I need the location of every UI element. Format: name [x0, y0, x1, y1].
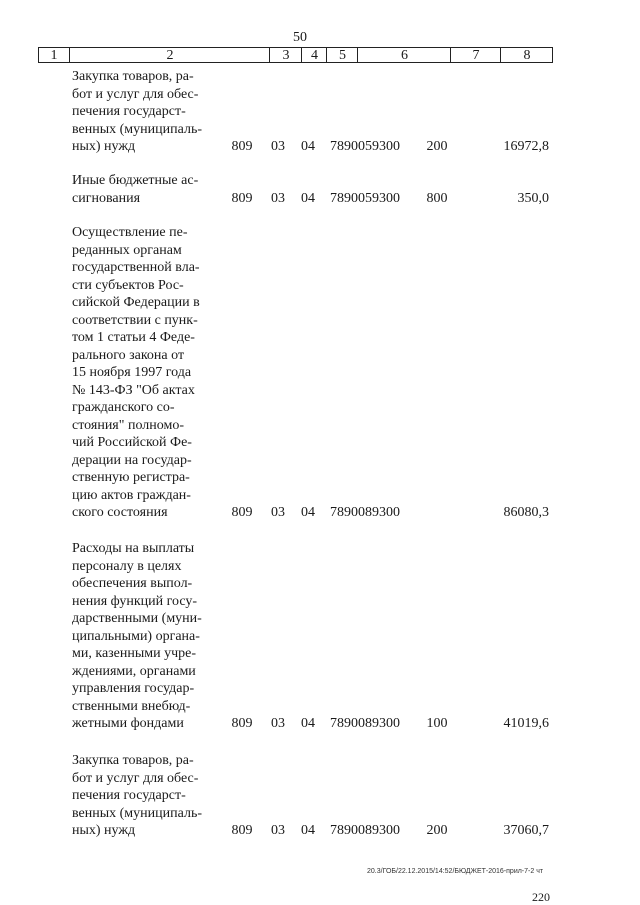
description-line: том 1 статьи 4 Феде-	[72, 330, 195, 345]
description-line: печения государст-	[72, 104, 186, 119]
description-line: бот и услуг для обес-	[72, 86, 199, 102]
description-line: рального закона от	[72, 347, 185, 363]
description-line: ных) нужд	[72, 139, 136, 154]
row-description	[72, 68, 227, 156]
header-col-2: 2	[69, 48, 270, 62]
cell-col-5: 04	[301, 190, 315, 206]
cell-col-3: 809	[231, 716, 253, 731]
header-col-4: 4	[301, 48, 327, 62]
description-line: персоналу в целях	[72, 558, 182, 574]
description-line: бот и услуг для обес-	[72, 770, 199, 786]
description-line: нения функций госу-	[72, 593, 198, 609]
description-line: Осуществление пе-	[72, 225, 188, 240]
cell-col-8: 41019,6	[503, 716, 549, 731]
description-line: обеспечения выпол-	[72, 576, 193, 591]
description-line: Закупка товаров, ра-	[72, 69, 194, 84]
cell-col-3: 809	[231, 190, 253, 206]
description-line: ского состояния	[72, 505, 168, 520]
description-line: чий Российской Фе-	[72, 435, 192, 450]
description-line: сийской Федерации в	[72, 295, 200, 310]
cell-col-6: 7890089300	[330, 823, 400, 838]
cell-col-6: 7890089300	[330, 716, 400, 731]
table-row	[0, 224, 640, 522]
table-row	[0, 540, 640, 733]
header-col-5: 5	[326, 48, 358, 62]
cell-col-5: 04	[301, 823, 315, 838]
description-line: сигнования	[72, 190, 141, 206]
table-header	[38, 47, 553, 63]
cell-col-5: 04	[301, 139, 315, 154]
cell-col-8: 350,0	[517, 190, 549, 206]
bottom-page-stamp: 220	[532, 890, 550, 904]
cell-col-5: 04	[301, 505, 315, 520]
cell-col-7: 100	[426, 716, 448, 731]
cell-col-8: 86080,3	[503, 505, 549, 520]
description-line: стояния" полномо-	[72, 417, 184, 433]
description-line: Иные бюджетные ас-	[72, 173, 199, 188]
cell-col-4: 03	[271, 823, 285, 838]
description-line: венных (муниципаль-	[72, 121, 202, 137]
description-line: гражданского со-	[72, 400, 175, 415]
cell-col-3: 809	[231, 823, 253, 838]
cell-col-5: 04	[301, 716, 315, 731]
header-col-3: 3	[269, 48, 302, 62]
description-line: сти субъектов Рос-	[72, 277, 184, 293]
table-row	[0, 172, 640, 207]
cell-col-7: 200	[426, 139, 448, 154]
row-description	[72, 540, 227, 733]
description-line: ственную регистра-	[72, 470, 190, 485]
footer-file-stamp: 20.3/ГОБ/22.12.2015/14:52/БЮДЖЕТ-2016-прил-7-2 чт	[367, 868, 544, 875]
description-line: государственной вла-	[72, 260, 200, 275]
cell-col-6: 7890089300	[330, 505, 400, 520]
description-line: венных (муниципаль-	[72, 805, 202, 821]
description-line: ждениями, органами	[72, 663, 196, 679]
description-line: соответствии с пунк-	[72, 312, 198, 328]
header-col-6: 6	[357, 48, 451, 62]
cell-col-7: 800	[426, 190, 448, 206]
description-line: ных) нужд	[72, 823, 136, 838]
description-line: Расходы на выплаты	[72, 541, 195, 556]
row-description	[72, 172, 227, 207]
cell-col-8: 16972,8	[503, 139, 549, 154]
description-line: цию актов граждан-	[72, 487, 191, 503]
description-line: Закупка товаров, ра-	[72, 753, 194, 768]
cell-col-4: 03	[271, 139, 285, 154]
table-row	[0, 68, 640, 156]
header-col-1: 1	[50, 48, 58, 63]
description-line: управления государ-	[72, 681, 195, 696]
row-description	[72, 752, 227, 840]
cell-col-3: 809	[231, 139, 253, 154]
page-number: 50	[293, 30, 307, 45]
description-line: реданных органам	[72, 242, 182, 258]
description-line: № 143-ФЗ "Об актах	[72, 382, 195, 398]
cell-col-8: 37060,7	[503, 823, 549, 838]
description-line: ми, казенными учре-	[72, 646, 197, 661]
table-row	[0, 752, 640, 840]
description-line: ципальными) органа-	[72, 628, 200, 644]
cell-col-4: 03	[271, 716, 285, 731]
cell-col-7: 200	[426, 823, 448, 838]
header-col-8: 8	[500, 48, 553, 62]
description-line: дерации на государ-	[72, 452, 192, 468]
description-line: печения государст-	[72, 788, 186, 803]
header-col-7: 7	[450, 48, 501, 62]
description-line: жетными фондами	[72, 716, 184, 731]
description-line: ственными внебюд-	[72, 698, 191, 714]
description-line: 15 ноября 1997 года	[72, 365, 192, 380]
row-description	[72, 224, 227, 522]
cell-col-6: 7890059300	[330, 190, 400, 206]
cell-col-6: 7890059300	[330, 139, 400, 154]
cell-col-4: 03	[271, 505, 285, 520]
cell-col-4: 03	[271, 190, 285, 206]
cell-col-3: 809	[231, 505, 253, 520]
description-line: дарственными (муни-	[72, 611, 202, 626]
